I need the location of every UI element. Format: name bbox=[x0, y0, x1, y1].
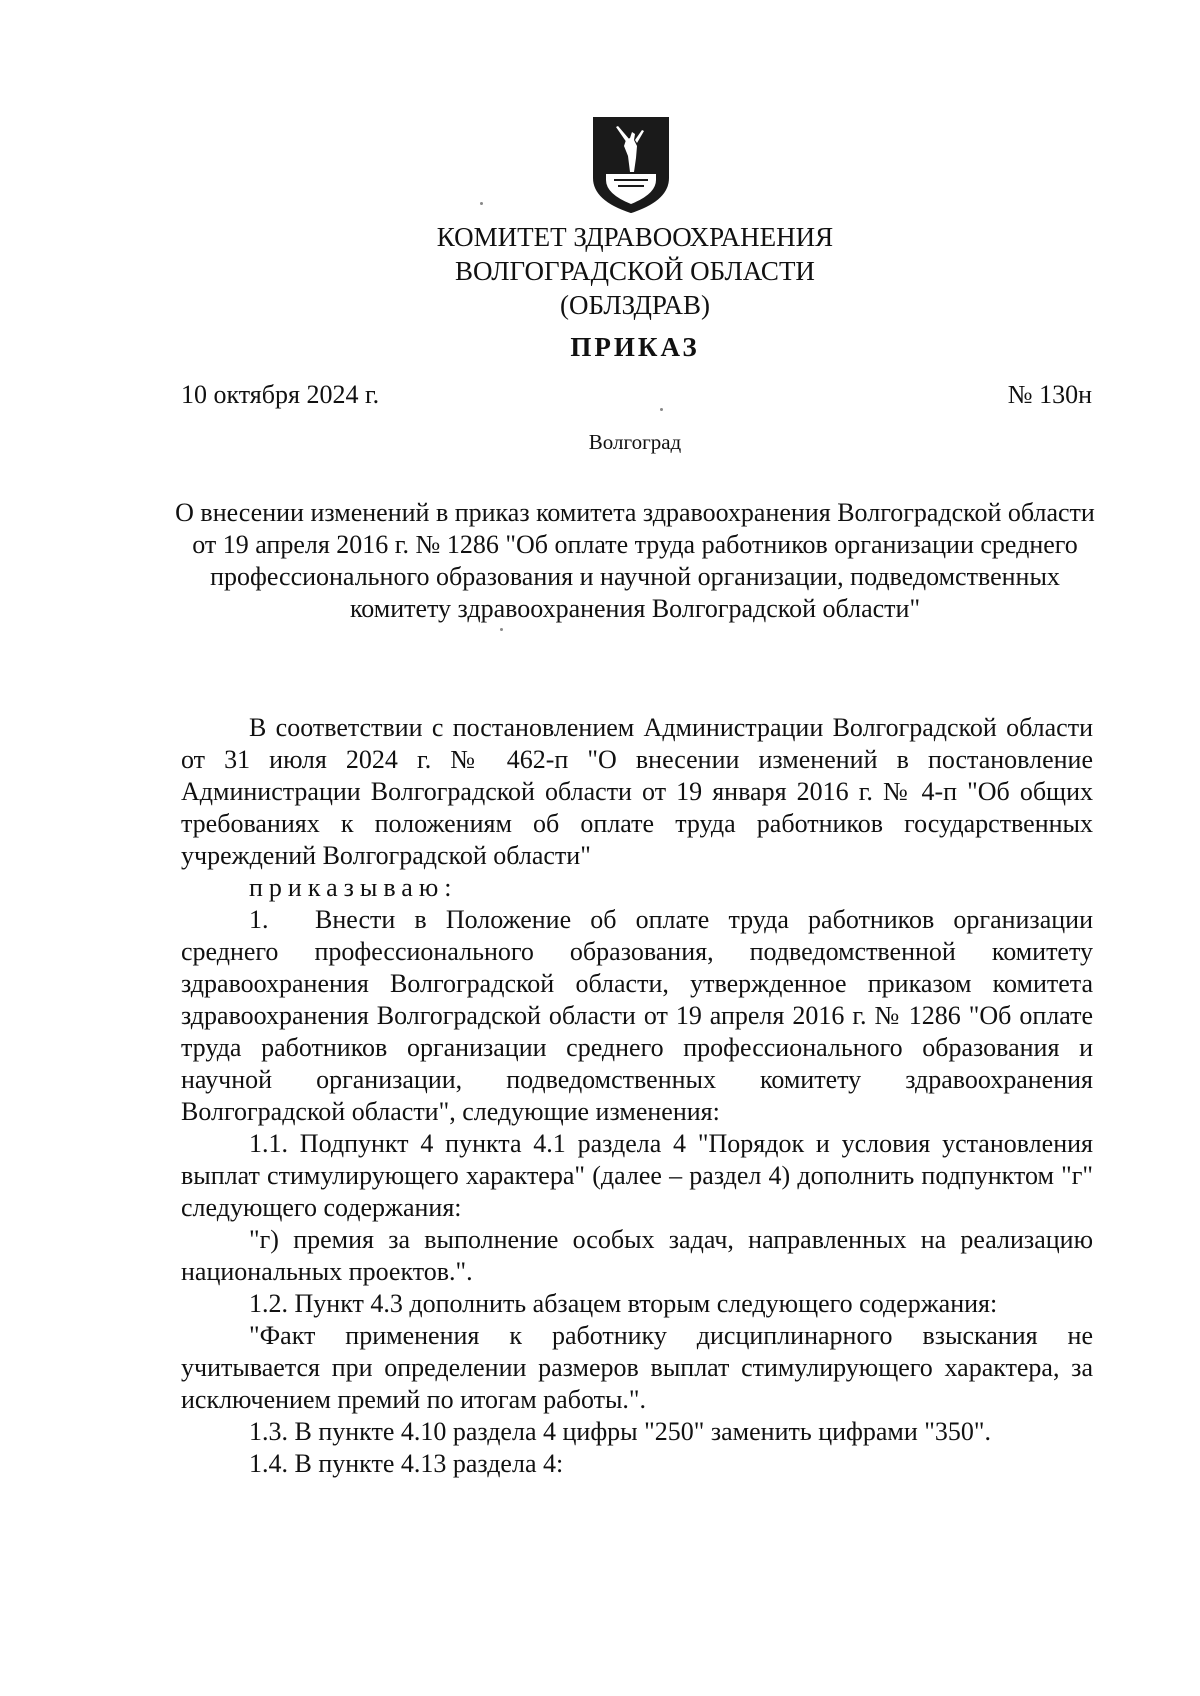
item-1-1-paragraph: 1.1. Подпункт 4 пункта 4.1 раздела 4 "Порядок и условия установления выплат стимулирующего характера" (далее – раздел 4) дополнить подпунктом "г" следующего содержания: bbox=[181, 1129, 1093, 1222]
scan-speck bbox=[480, 202, 483, 205]
item-1-2-paragraph: 1.2. Пункт 4.3 дополнить абзацем вторым следующего содержания: bbox=[249, 1289, 998, 1318]
item-1-3-paragraph: 1.3. В пункте 4.10 раздела 4 цифры "250" заменить цифрами "350". bbox=[249, 1417, 992, 1446]
document-body bbox=[181, 712, 1093, 1480]
item-1-text: Внести в Положение об оплате труда работников организации среднего профессионального образования, подведомственной комитету здравоохранения Волгоградской области, утвержденное приказом комитета здравоохранения Волгоградской области от 19 апреля 2016 г. № 1286 "Об оплате труда работников организации среднего профессионального образования и научной организации, подведомственных комитету здравоохранения Волгоградской области", следующие изменения: bbox=[181, 905, 1093, 1126]
document-city: Волгоград bbox=[588, 430, 682, 454]
document-date: 10 октября 2024 г. bbox=[181, 380, 380, 409]
coat-of-arms-icon bbox=[592, 116, 670, 214]
preamble-paragraph: В соответствии с постановлением Администрации Волгоградской области от 31 июля 2024 г. № 462-п "О внесении изменений в постановление Администрации Волгоградской области от 19 января 2016 г. № 4-п "Об общих требованиях к положениям об оплате труда работников государственных учреждений Волгоградской области" bbox=[181, 713, 1093, 870]
scan-speck bbox=[660, 408, 663, 411]
scan-speck bbox=[500, 628, 503, 631]
item-1-number: 1. bbox=[249, 905, 269, 934]
item-1-paragraph bbox=[181, 904, 1093, 1128]
document-subject: О внесении изменений в приказ комитета здравоохранения Волгоградской области от 19 апреля 2016 г. № 1286 "Об оплате труда работников организации среднего профессионального образования и научной организации, подведомственных комитету здравоохранения Волгоградской области" bbox=[175, 498, 1095, 623]
item-1-1-quote: "г) премия за выполнение особых задач, направленных на реализацию национальных проектов.". bbox=[181, 1225, 1093, 1286]
item-1-2-quote: "Факт применения к работнику дисциплинарного взыскания не учитывается при определении размеров выплат стимулирующего характера, за исключением премий по итогам работы.". bbox=[181, 1321, 1093, 1414]
order-word: приказываю: bbox=[249, 873, 458, 902]
org-name-line-1: КОМИТЕТ ЗДРАВООХРАНЕНИЯ bbox=[436, 222, 834, 252]
document-number: № 130н bbox=[1007, 380, 1092, 409]
item-1-4-paragraph: 1.4. В пункте 4.13 раздела 4: bbox=[249, 1449, 564, 1478]
org-name-line-2: ВОЛГОГРАДСКОЙ ОБЛАСТИ bbox=[455, 256, 815, 286]
org-name-line-3: (ОБЛЗДРАВ) bbox=[560, 290, 710, 320]
document-type: ПРИКАЗ bbox=[570, 332, 700, 362]
